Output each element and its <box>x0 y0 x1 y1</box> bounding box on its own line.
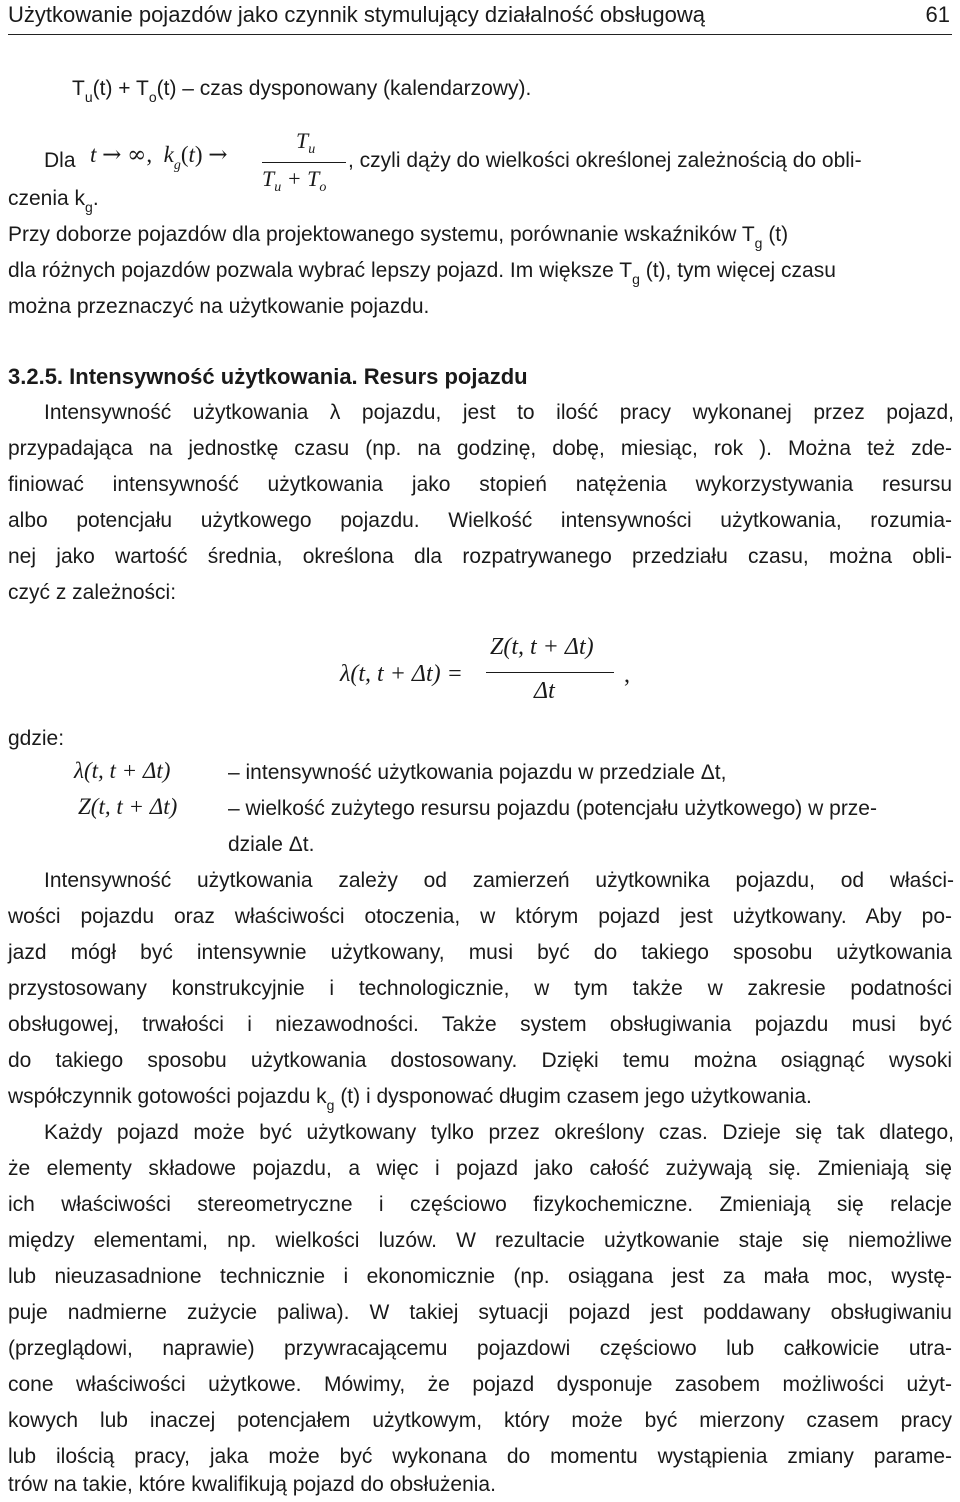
para2-line-4: przystosowany konstrukcyjnie i technologicznie, w tym także w zakresie podatności <box>8 977 952 1000</box>
section-line-4: albo potencjału użytkowego pojazdu. Wielkość intensywności użytkowania, rozumia- <box>8 509 952 532</box>
para3-line-1: Każdy pojazd może być użytkowany tylko przez określony czas. Dzieje się tak dlatego, <box>44 1121 954 1144</box>
definition-term-z: Z(t, t + Δt) <box>78 794 178 819</box>
para3-line-7: (przeglądowi, naprawie) przywracającemu pojazdowi częściowo lub całkowicie utra- <box>8 1337 952 1360</box>
section-heading: 3.2.5. Intensywność użytkowania. Resurs pojazdu <box>8 364 528 389</box>
formula-denominator: Δt <box>534 678 555 704</box>
para3-line-2: że elementy składowe pojazdu, a więc i pojazd jako całość zużywają się. Zmieniają się <box>8 1157 952 1180</box>
para2-line-6: do takiego sposobu użytkowania dostosowany. Dzięki temu można osiągnąć wysoki <box>8 1049 952 1072</box>
para2-line-7: współczynnik gotowości pojazdu $k_g$ (t) i dysponować długim czasem jego użytkowania. <box>8 1085 812 1113</box>
para3-line-11: trów na takie, które kwalifikują pojazd do obsłużenia. <box>8 1473 496 1496</box>
para1-line-3: można przeznaczyć na użytkowanie pojazdu. <box>8 295 430 318</box>
formula-fraction-bar <box>486 672 614 673</box>
definition-text-lambda: – intensywność użytkowania pojazdu w przedziale Δt, <box>228 761 727 784</box>
para3-line-4: między elementami, np. wielkości luzów. W rezultacie użytkowanie staje się niemożliwe <box>8 1229 952 1252</box>
time-definition-line <box>72 74 960 105</box>
formula-numerator: Z(t, t + Δt) <box>490 634 594 660</box>
header-title: Użytkowanie pojazdów jako czynnik stymulujący działalność obsługową <box>8 2 706 27</box>
para2-line-2: wości pojazdu oraz właściwości otoczenia, w którym pojazd jest użytkowany. Aby po- <box>8 905 952 928</box>
section-line-6: czyć z zależności: <box>8 581 177 604</box>
para1-line-2: dla różnych pojazdów pozwala wybrać lepszy pojazd. Im większe $T_g$ (t), tym więcej czasu <box>8 259 836 287</box>
section-line-1: Intensywność użytkowania λ pojazdu, jest to ilość pracy wykonanej przez pojazd, <box>44 401 954 424</box>
limit-continuation: czenia $k_g$. <box>8 187 99 215</box>
limit-numerator: $T_u$ <box>296 128 316 157</box>
time-symbol: T <box>72 77 85 100</box>
definition-text-z: – wielkość zużytego resursu pojazdu (potencjału użytkowego) w prze- <box>228 797 877 820</box>
limit-denominator: $T_u + T_o$ <box>262 166 327 195</box>
sub-o: o <box>148 89 157 105</box>
para3-line-9: kowych lub inaczej potencjałem użytkowym, który może być mierzony czasem pracy <box>8 1409 952 1432</box>
section-line-2: przypadająca na jednostkę czasu (np. na godzinę, dobę, miesiąc, rok ). Można też zde- <box>8 437 952 460</box>
limit-expression: t → ∞, $k_g(t)$ → <box>90 142 228 173</box>
para3-line-6: puje nadmierne zużycie paliwa). W takiej sytuacji pojazd jest poddawany obsługiwaniu <box>8 1301 952 1324</box>
dla-word: Dla <box>44 149 76 172</box>
time-line-end: (t) – czas dysponowany (kalendarzowy). <box>156 77 532 100</box>
para3-line-5: lub nieuzasadnione technicznie i ekonomicznie (np. osiągana jest za mała moc, wystę- <box>8 1265 952 1288</box>
para1-line-1: Przy doborze pojazdów dla projektowanego systemu, porównanie wskaźników $T_g$ (t) <box>8 223 789 251</box>
sub-u: u <box>84 89 93 105</box>
formula-lhs: λ(t, t + Δt) = <box>340 661 463 687</box>
running-header <box>8 0 952 35</box>
definition-term-lambda: λ(t, t + Δt) <box>74 758 171 783</box>
time-line-middle: (t) + T <box>92 77 149 100</box>
section-line-5: nej jako wartość średnia, określona dla rozpatrywanego przedziału czasu, można obli- <box>8 545 952 568</box>
para3-line-10: lub ilością pracy, jaka może być wykonana do momentu wystąpienia zmiany parame- <box>8 1445 952 1468</box>
para2-line-5: obsługowej, trwałości i niezawodności. Także system obsługiwania pojazdu musi być <box>8 1013 952 1036</box>
para3-line-3: ich właściwości stereometryczne i częściowo fizykochemiczne. Zmieniają się relacje <box>8 1193 952 1216</box>
formula-comma: , <box>624 662 630 688</box>
limit-text: , czyli dąży do wielkości określonej zależnością do obli- <box>348 149 862 172</box>
page-number: 61 <box>925 2 950 27</box>
limit-fraction-bar <box>262 162 346 163</box>
gdzie-label: gdzie: <box>8 727 65 750</box>
para2-line-1: Intensywność użytkowania zależy od zamierzeń użytkownika pojazdu, od właści- <box>44 869 954 892</box>
para3-line-8: cone właściwości użytkowe. Mówimy, że pojazd dysponuje zasobem możliwości użyt- <box>8 1373 952 1396</box>
para2-line-3: jazd mógł być intensywnie użytkowany, musi być do takiego sposobu użytkowania <box>8 941 952 964</box>
definition-text-z-cont: dziale Δt. <box>228 833 315 856</box>
section-line-3: finiować intensywność użytkowania jako stopień natężenia wykorzystywania resursu <box>8 473 952 496</box>
